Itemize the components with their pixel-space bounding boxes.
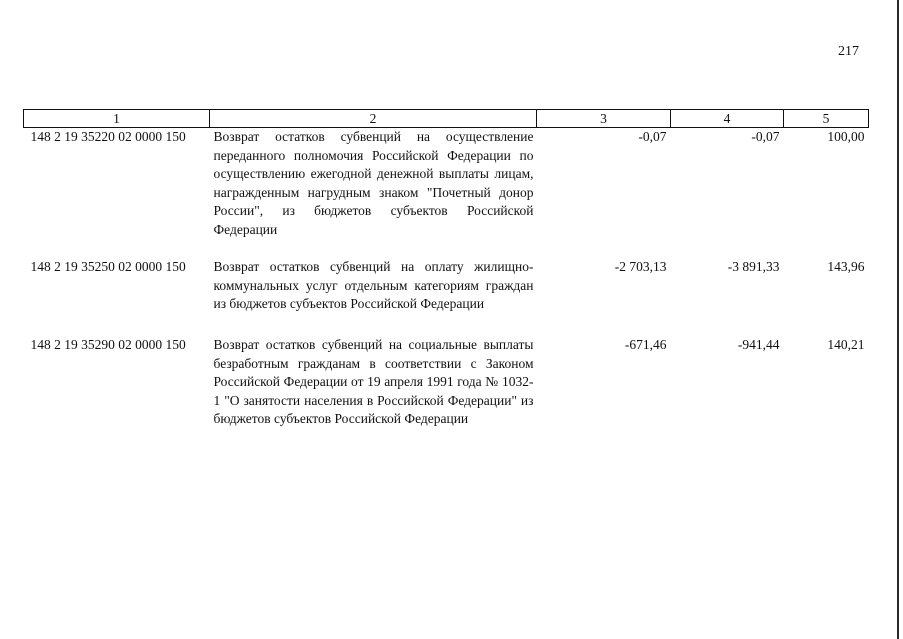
table-row — [24, 336, 869, 429]
page-number: 217 — [838, 44, 859, 59]
row-value-col-4: -3 891,33 — [727, 259, 780, 274]
budget-table — [23, 109, 869, 429]
row-code: 148 2 19 35290 02 0000 150 — [30, 337, 186, 352]
table-row — [24, 258, 869, 336]
header-col-4: 4 — [671, 110, 784, 128]
row-value-col-5: 143,96 — [827, 259, 865, 274]
table-header-row — [24, 110, 869, 128]
page-edge-divider — [897, 0, 899, 639]
row-value-col-5: 140,21 — [827, 337, 865, 352]
row-value-col-3: -671,46 — [624, 337, 667, 352]
row-description: Возврат остатков субвенций на оплату жилищно-коммунальных услуг отдельным категориям граждан из бюджетов субъектов Российской Федерации — [213, 259, 534, 311]
row-code: 148 2 19 35250 02 0000 150 — [30, 259, 186, 274]
row-code: 148 2 19 35220 02 0000 150 — [30, 129, 186, 144]
row-value-col-4: -941,44 — [737, 337, 780, 352]
row-value-col-3: -0,07 — [638, 129, 667, 144]
header-col-1: 1 — [24, 110, 210, 128]
table-row — [24, 128, 869, 259]
row-description: Возврат остатков субвенций на осуществление переданного полномочия Российской Федерации по осуществлению ежегодной денежной выплаты лицам, награжденным нагрудным знаком "Почетный донор России", из бюджетов субъектов Российской Федерации — [213, 129, 534, 237]
row-value-col-5: 100,00 — [827, 129, 865, 144]
row-value-col-4: -0,07 — [751, 129, 780, 144]
header-col-2: 2 — [210, 110, 537, 128]
header-col-5: 5 — [784, 110, 869, 128]
header-col-3: 3 — [537, 110, 671, 128]
row-value-col-3: -2 703,13 — [614, 259, 667, 274]
row-description: Возврат остатков субвенций на социальные выплаты безработным гражданам в соответствии с Законом Российской Федерации от 19 апреля 1991 года № 1032-1 "О занятости населения в Российской Федерации" из бюджетов субъектов Российской Федерации — [213, 337, 534, 426]
